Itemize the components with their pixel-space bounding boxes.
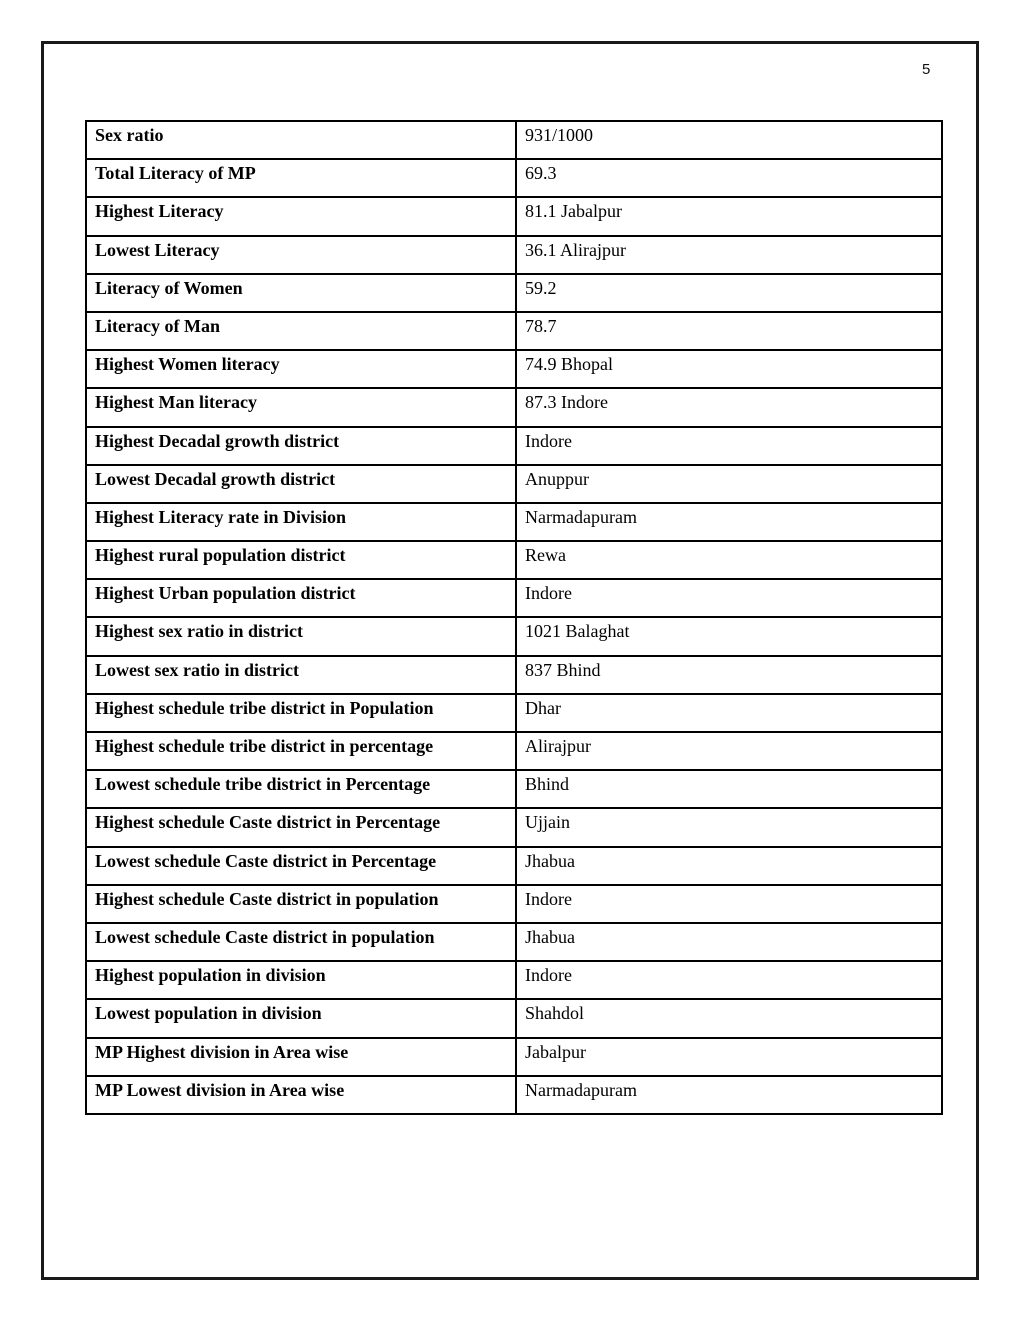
table-row [86,923,942,961]
row-value: 59.2 [516,274,942,312]
table-row [86,885,942,923]
table-row [86,388,942,426]
row-label: Literacy of Women [86,274,516,312]
statistics-table-body [86,121,942,1114]
table-row [86,350,942,388]
table-row [86,159,942,197]
table-row [86,847,942,885]
row-label: MP Lowest division in Area wise [86,1076,516,1114]
row-value: Anuppur [516,465,942,503]
table-row [86,197,942,235]
row-label: Highest sex ratio in district [86,617,516,655]
row-value: 69.3 [516,159,942,197]
row-label: Lowest Literacy [86,236,516,274]
table-row [86,961,942,999]
row-label: Sex ratio [86,121,516,159]
row-label: Lowest schedule tribe district in Percentage [86,770,516,808]
row-value: Jhabua [516,923,942,961]
table-row [86,236,942,274]
row-value: Rewa [516,541,942,579]
row-value: Indore [516,427,942,465]
row-label: Highest rural population district [86,541,516,579]
table-row [86,427,942,465]
row-value: Narmadapuram [516,503,942,541]
row-value: Ujjain [516,808,942,846]
row-value: Indore [516,961,942,999]
row-label: Literacy of Man [86,312,516,350]
table-row [86,1038,942,1076]
row-label: Highest Decadal growth district [86,427,516,465]
row-label: Lowest population in division [86,999,516,1037]
row-value: 81.1 Jabalpur [516,197,942,235]
row-value: Shahdol [516,999,942,1037]
row-label: Highest Man literacy [86,388,516,426]
row-value: 87.3 Indore [516,388,942,426]
table-row [86,121,942,159]
row-value: Indore [516,579,942,617]
row-value: Narmadapuram [516,1076,942,1114]
row-label: Lowest Decadal growth district [86,465,516,503]
table-row [86,732,942,770]
table-row [86,465,942,503]
table-row [86,770,942,808]
table-row [86,274,942,312]
statistics-table [85,120,943,1115]
row-value: 78.7 [516,312,942,350]
row-label: Highest schedule tribe district in percentage [86,732,516,770]
row-value: Jhabua [516,847,942,885]
row-value: 931/1000 [516,121,942,159]
row-label: Highest schedule Caste district in population [86,885,516,923]
table-row [86,617,942,655]
row-value: Bhind [516,770,942,808]
row-label: MP Highest division in Area wise [86,1038,516,1076]
row-value: Jabalpur [516,1038,942,1076]
row-value: Indore [516,885,942,923]
table-row [86,312,942,350]
row-label: Lowest schedule Caste district in Percentage [86,847,516,885]
page-number: 5 [922,61,931,78]
row-value: Alirajpur [516,732,942,770]
table-row [86,1076,942,1114]
row-label: Highest Women literacy [86,350,516,388]
row-label: Highest population in division [86,961,516,999]
row-label: Highest Literacy [86,197,516,235]
row-label: Lowest schedule Caste district in population [86,923,516,961]
row-value: Dhar [516,694,942,732]
row-label: Lowest sex ratio in district [86,656,516,694]
table-row [86,808,942,846]
row-value: 1021 Balaghat [516,617,942,655]
row-label: Highest Urban population district [86,579,516,617]
table-row [86,694,942,732]
row-value: 36.1 Alirajpur [516,236,942,274]
row-label: Highest Literacy rate in Division [86,503,516,541]
row-value: 74.9 Bhopal [516,350,942,388]
table-row [86,999,942,1037]
row-label: Total Literacy of MP [86,159,516,197]
table-row [86,656,942,694]
table-row [86,541,942,579]
row-label: Highest schedule tribe district in Population [86,694,516,732]
table-row [86,579,942,617]
row-label: Highest schedule Caste district in Percentage [86,808,516,846]
table-row [86,503,942,541]
row-value: 837 Bhind [516,656,942,694]
